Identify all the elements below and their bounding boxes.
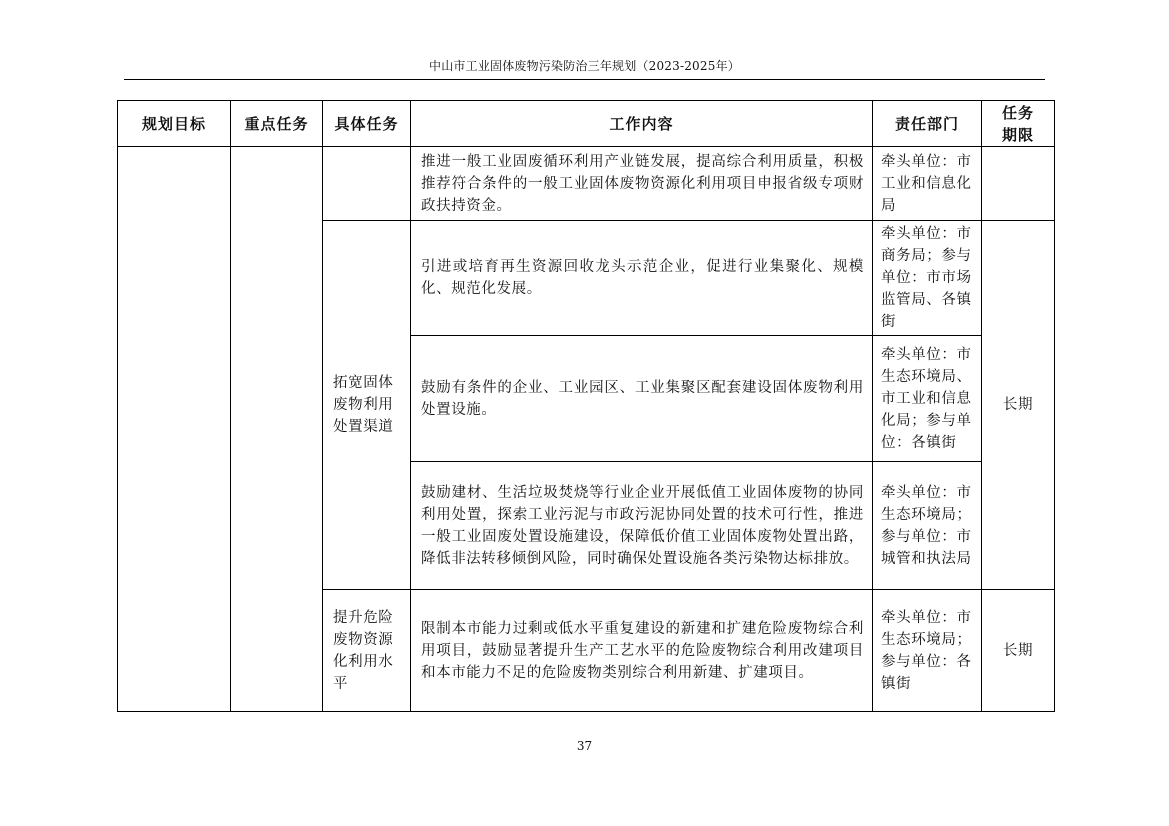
department-cell: 牵头单位：市生态环境局、市工业和信息化局；参与单位：各镇街 bbox=[873, 336, 982, 462]
department-cell: 牵头单位：市商务局；参与单位：市市场监管局、各镇街 bbox=[873, 221, 982, 336]
work-content-cell: 引进或培育再生资源回收龙头示范企业，促进行业集聚化、规模化、规范化发展。 bbox=[411, 221, 873, 336]
department-cell: 牵头单位：市生态环境局；参与单位：市城管和执法局 bbox=[873, 462, 982, 590]
term-cell bbox=[982, 147, 1055, 221]
work-content-cell: 推进一般工业固废循环利用产业链发展，提高综合利用质量，积极推荐符合条件的一般工业固体废物资源化利用项目申报省级专项财政扶持资金。 bbox=[411, 147, 873, 221]
col-header-department: 责任部门 bbox=[873, 101, 982, 147]
goal-cell bbox=[118, 147, 231, 712]
term-cell: 长期 bbox=[982, 221, 1055, 590]
task-table bbox=[117, 100, 1055, 712]
table-row bbox=[118, 147, 1055, 221]
work-content-cell: 限制本市能力过剩或低水平重复建设的新建和扩建危险废物综合利用项目，鼓励显著提升生产工艺水平的危险废物综合利用改建项目和本市能力不足的危险废物类别综合利用新建、扩建项目。 bbox=[411, 590, 873, 712]
table-header-row bbox=[118, 101, 1055, 147]
col-header-term-line1: 任务 bbox=[1001, 103, 1034, 122]
col-header-term bbox=[982, 101, 1055, 147]
col-header-work-content: 工作内容 bbox=[411, 101, 873, 147]
department-cell: 牵头单位：市生态环境局；参与单位：各镇街 bbox=[873, 590, 982, 712]
specific-task-cell: 拓宽固体废物利用处置渠道 bbox=[323, 221, 411, 590]
work-content-cell: 鼓励有条件的企业、工业园区、工业集聚区配套建设固体废物利用处置设施。 bbox=[411, 336, 873, 462]
running-header: 中山市工业固体废物污染防治三年规划（2023-2025年） bbox=[429, 59, 740, 73]
col-header-specific-task: 具体任务 bbox=[323, 101, 411, 147]
department-cell: 牵头单位：市工业和信息化局 bbox=[873, 147, 982, 221]
header-rule bbox=[124, 79, 1045, 80]
page-number: 37 bbox=[576, 739, 593, 753]
specific-task-cell: 提升危险废物资源化利用水平 bbox=[323, 590, 411, 712]
key-task-cell bbox=[231, 147, 323, 712]
col-header-goal: 规划目标 bbox=[118, 101, 231, 147]
col-header-key-task: 重点任务 bbox=[231, 101, 323, 147]
col-header-term-line2: 期限 bbox=[1001, 125, 1034, 144]
term-cell: 长期 bbox=[982, 590, 1055, 712]
work-content-cell: 鼓励建材、生活垃圾焚烧等行业企业开展低值工业固体废物的协同利用处置，探索工业污泥与市政污泥协同处置的技术可行性，推进一般工业固废处置设施建设，保障低价值工业固体废物处置出路，降低非法转移倾倒风险，同时确保处置设施各类污染物达标排放。 bbox=[411, 462, 873, 590]
specific-task-cell bbox=[323, 147, 411, 221]
